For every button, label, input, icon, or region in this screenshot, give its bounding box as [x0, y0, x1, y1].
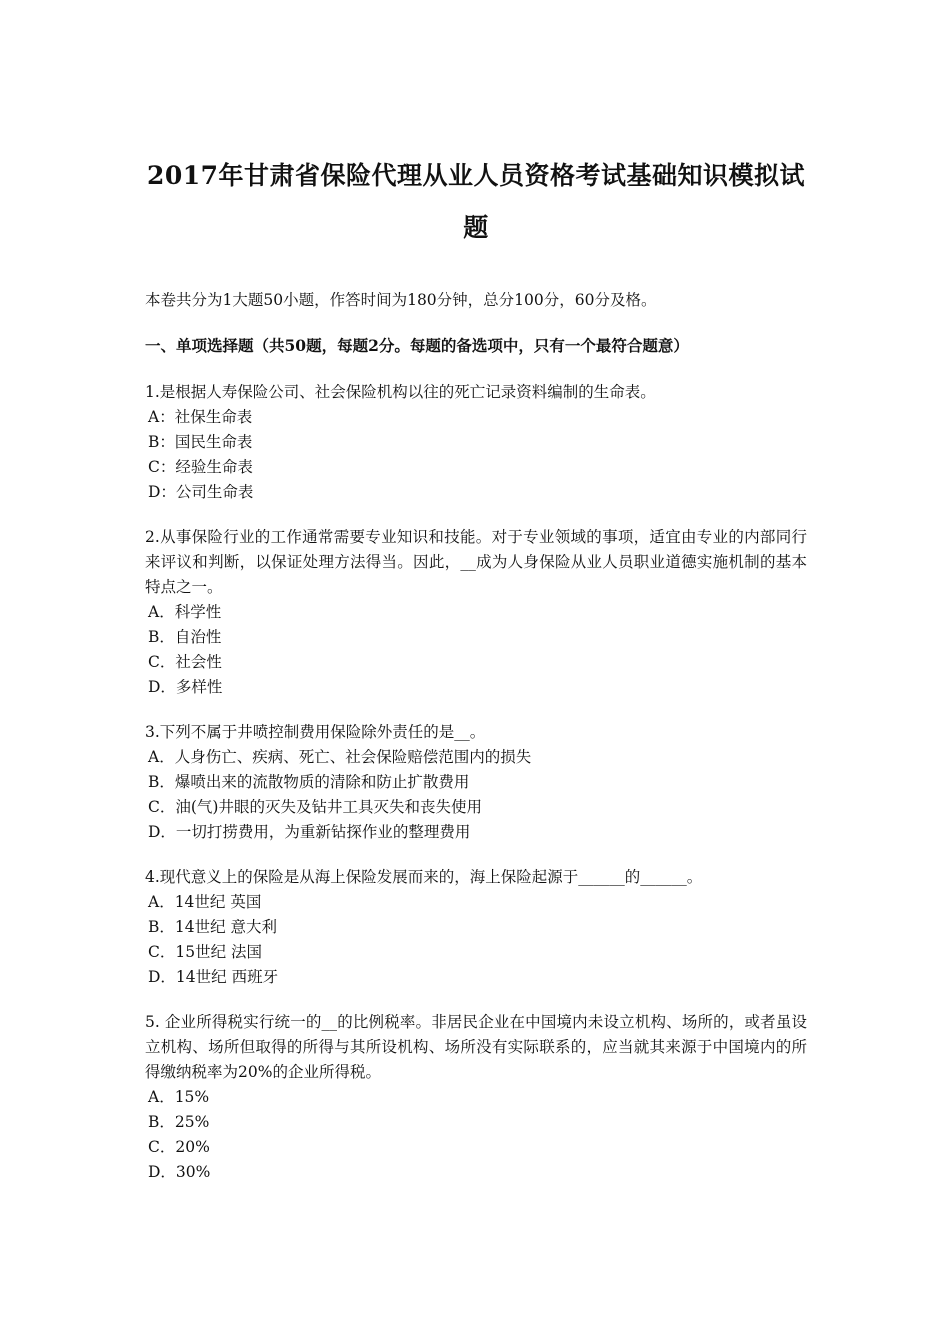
- answer-option: C．社会性: [148, 653, 222, 671]
- section-heading: 一、单项选择题（共50题，每题2分。每题的备选项中，只有一个最符合题意）: [145, 336, 689, 355]
- answer-option: B．自治性: [148, 628, 222, 646]
- answer-option: B．14世纪 意大利: [148, 918, 278, 936]
- answer-options: [145, 405, 807, 505]
- answer-options: [145, 745, 807, 845]
- answer-options: [145, 890, 807, 990]
- question-stem: 4.现代意义上的保险是从海上保险发展而来的，海上保险起源于______的______。: [145, 868, 703, 886]
- answer-options: [145, 1085, 807, 1185]
- question-stem: 2.从事保险行业的工作通常需要专业知识和技能。对于专业领域的事项，适宜由专业的内部同行来评议和判断，以保证处理方法得当。因此，__成为人身保险从业人员职业道德实施机制的基本特点之一。: [145, 528, 807, 596]
- question-item: [145, 865, 807, 990]
- document-title: 2017年甘肃省保险代理从业人员资格考试基础知识模拟试题: [146, 161, 806, 242]
- question-stem: 1.是根据人寿保险公司、社会保险机构以往的死亡记录资料编制的生命表。: [145, 383, 656, 401]
- answer-option: D．30%: [148, 1163, 211, 1181]
- answer-option: D．14世纪 西班牙: [148, 968, 279, 986]
- answer-option: A：社保生命表: [148, 408, 253, 426]
- answer-option: D．一切打捞费用，为重新钻探作业的整理费用: [148, 823, 471, 841]
- question-item: [145, 380, 807, 505]
- exam-instructions: 本卷共分为1大题50小题，作答时间为180分钟，总分100分，60分及格。: [145, 291, 657, 309]
- question-stem: 3.下列不属于井喷控制费用保险除外责任的是__。: [145, 723, 486, 741]
- answer-option: A．15%: [148, 1088, 210, 1106]
- answer-option: A．人身伤亡、疾病、死亡、社会保险赔偿范围内的损失: [148, 748, 532, 766]
- question-list: [145, 380, 807, 1185]
- answer-option: A．科学性: [148, 603, 222, 621]
- answer-option: C：经验生命表: [148, 458, 253, 476]
- answer-option: C．20%: [148, 1138, 210, 1156]
- answer-option: D：公司生命表: [148, 483, 254, 501]
- question-item: [145, 720, 807, 845]
- question-stem: 5. 企业所得税实行统一的__的比例税率。非居民企业在中国境内未设立机构、场所的，或者虽设立机构、场所但取得的所得与其所设机构、场所没有实际联系的，应当就其来源于中国境内的所得缴纳税率为20%的企业所得税。: [145, 1013, 807, 1081]
- answer-option: C．15世纪 法国: [148, 943, 263, 961]
- answer-options: [145, 600, 807, 700]
- answer-option: B．25%: [148, 1113, 210, 1131]
- question-item: [145, 525, 807, 700]
- answer-option: A．14世纪 英国: [148, 893, 262, 911]
- question-item: [145, 1010, 807, 1185]
- answer-option: B：国民生命表: [148, 433, 253, 451]
- answer-option: D．多样性: [148, 678, 223, 696]
- answer-option: C．油(气)井眼的灭失及钻井工具灭失和丧失使用: [148, 798, 482, 816]
- answer-option: B．爆喷出来的流散物质的清除和防止扩散费用: [148, 773, 470, 791]
